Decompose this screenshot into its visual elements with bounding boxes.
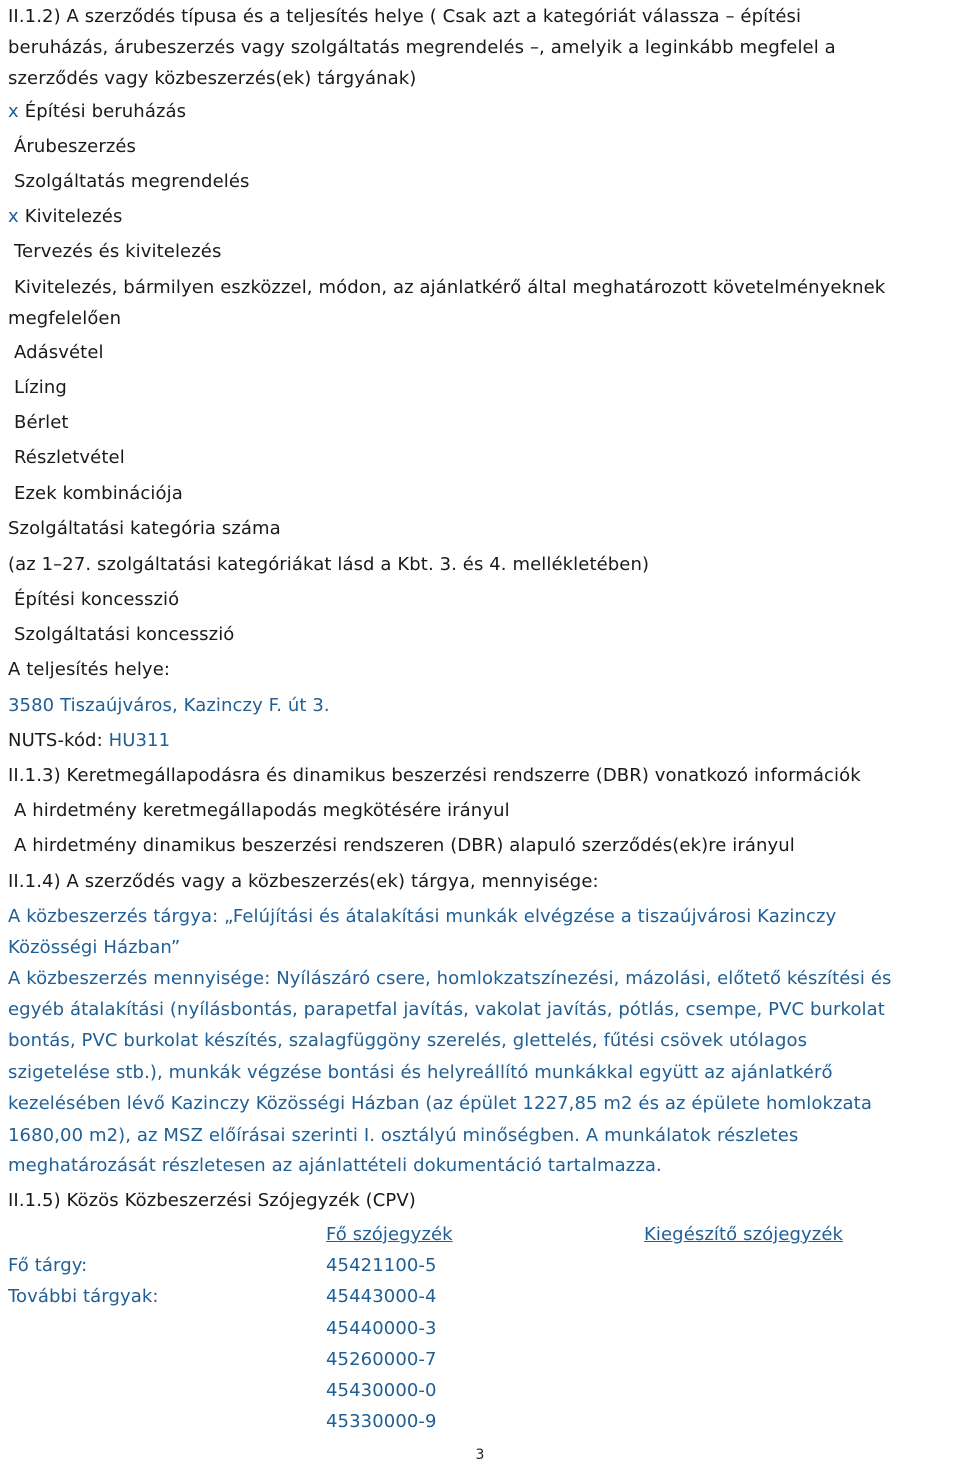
- cpv-code: 45421100-5: [326, 1255, 437, 1276]
- option-lizing: Lízing: [14, 377, 67, 398]
- teljesites-helye-label: A teljesítés helye:: [8, 659, 171, 680]
- option-szolgaltatasi-koncesszio: Szolgáltatási koncesszió: [14, 624, 235, 645]
- cpv-code: 45260000-7: [326, 1349, 437, 1370]
- kozbeszerzes-mennyisege-line-1: A közbeszerzés mennyisége: Nyílászáró csere, homlokzatszínezési, mázolási, előtető készítési és: [8, 968, 892, 989]
- cpv-column-fo-szojegyzek: Fő szójegyzék: [326, 1224, 453, 1245]
- nuts-code: [8, 730, 170, 752]
- teljesites-helye-value: 3580 Tiszaújváros, Kazinczy F. út 3.: [8, 695, 330, 716]
- page-number: 3: [475, 1447, 485, 1463]
- kozbeszerzes-mennyisege-line-6: 1680,00 m2), az MSZ előírásai szerinti I. osztályú minőségben. A munkálatok részletes: [8, 1125, 799, 1146]
- section-2-heading-line-1: II.1.2) A szerződés típusa és a teljesítés helye ( Csak azt a kategóriát válassza – építési: [8, 6, 802, 27]
- option-tervezes-es-kivitelezes: Tervezés és kivitelezés: [14, 241, 222, 262]
- kozbeszerzes-targya-line-2: Közösségi Házban”: [8, 937, 181, 958]
- option-berlet: Bérlet: [14, 412, 69, 433]
- option-kivitelezes-barmilyen-line-1: Kivitelezés, bármilyen eszközzel, módon, az ajánlatkérő által meghatározott követelményeknek: [14, 277, 886, 298]
- section-5-heading: II.1.5) Közös Közbeszerzési Szójegyzék (CPV): [8, 1190, 416, 1211]
- cpv-fo-targy-label: Fő tárgy:: [8, 1255, 88, 1276]
- cpv-column-kiegeszito-szojegyzek: Kiegészítő szójegyzék: [644, 1224, 844, 1245]
- cpv-code: 45330000-9: [326, 1411, 437, 1432]
- szolgaltatasi-kategoria-note: (az 1–27. szolgáltatási kategóriákat lásd a Kbt. 3. és 4. mellékletében): [8, 554, 650, 575]
- section-4-heading: II.1.4) A szerződés vagy a közbeszerzés(ek) tárgya, mennyisége:: [8, 871, 599, 892]
- cpv-code: 45430000-0: [326, 1380, 437, 1401]
- section-2-heading-line-2: beruházás, árubeszerzés vagy szolgáltatás megrendelés –, amelyik a leginkább megfelel a: [8, 37, 836, 58]
- option-epitesi-beruhazas: [8, 101, 186, 123]
- section-2-heading-line-3: szerződés vagy közbeszerzés(ek) tárgyának): [8, 68, 417, 89]
- kozbeszerzes-targya-line-1: A közbeszerzés tárgya: „Felújítási és átalakítási munkák elvégzése a tiszaújvárosi Kazinczy: [8, 906, 837, 927]
- kozbeszerzes-mennyisege-line-3: bontás, PVC burkolat készítés, szalagfüggöny szerelés, glettelés, fűtési csövek utólagos: [8, 1030, 808, 1051]
- option-reszletvetel: Részletvétel: [14, 447, 125, 468]
- cpv-tovabbi-targyak-label: További tárgyak:: [8, 1286, 159, 1307]
- nuts-label: NUTS-kód:: [8, 730, 109, 751]
- kozbeszerzes-mennyisege-line-4: szigetelése stb.), munkák végzése bontási és helyreállító munkákkal együtt az ajánlatkérő: [8, 1062, 833, 1083]
- selected-mark: x: [8, 101, 19, 122]
- szolgaltatasi-kategoria-label: Szolgáltatási kategória száma: [8, 518, 281, 539]
- option-kivitelezes: [8, 206, 122, 228]
- cpv-code: 45440000-3: [326, 1318, 437, 1339]
- option-arubeszerzes: Árubeszerzés: [14, 136, 137, 157]
- option-szolgaltatas-megrendeles: Szolgáltatás megrendelés: [14, 171, 250, 192]
- cpv-code: 45443000-4: [326, 1286, 437, 1307]
- kozbeszerzes-mennyisege-line-2: egyéb átalakítási (nyílásbontás, parapetfal javítás, vakolat javítás, pótlás, csempe, PVC burkolat: [8, 999, 885, 1020]
- option-dbr: A hirdetmény dinamikus beszerzési rendszeren (DBR) alapuló szerződés(ek)re irányul: [14, 835, 795, 856]
- option-adasvetel: Adásvétel: [14, 342, 104, 363]
- option-label: Építési beruházás: [24, 101, 187, 122]
- option-kombinacio: Ezek kombinációja: [14, 483, 183, 504]
- option-kivitelezes-barmilyen-line-2: megfelelően: [8, 308, 122, 329]
- option-label: Kivitelezés: [24, 206, 123, 227]
- option-epitesi-koncesszio: Építési koncesszió: [14, 589, 180, 610]
- kozbeszerzes-mennyisege-line-7: meghatározását részletesen az ajánlattételi dokumentáció tartalmazza.: [8, 1155, 662, 1176]
- nuts-value: HU311: [108, 730, 171, 751]
- selected-mark: x: [8, 206, 19, 227]
- option-keretmegallapodas: A hirdetmény keretmegállapodás megkötésére irányul: [14, 800, 510, 821]
- section-3-heading: II.1.3) Keretmegállapodásra és dinamikus beszerzési rendszerre (DBR) vonatkozó információk: [8, 765, 861, 786]
- kozbeszerzes-mennyisege-line-5: kezelésében lévő Kazinczy Közösségi Házban (az épület 1227,85 m2 és az épülete homlokzata: [8, 1093, 872, 1114]
